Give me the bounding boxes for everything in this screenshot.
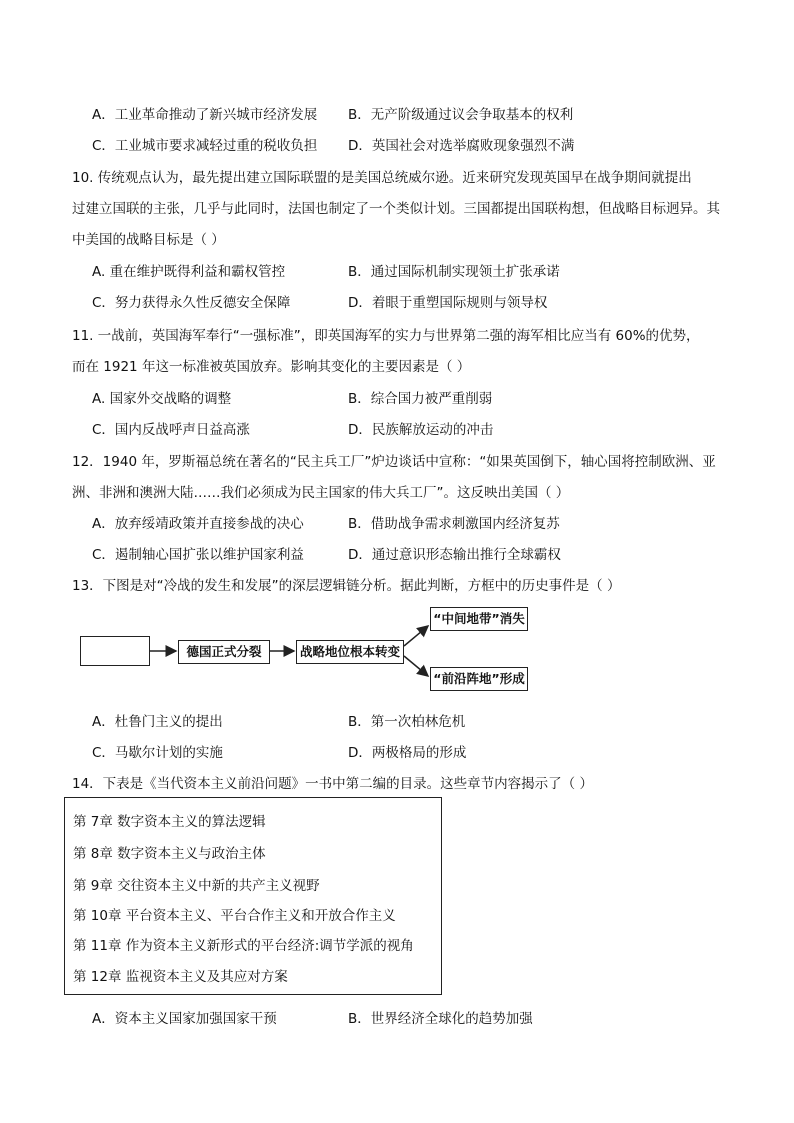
- q13-option-d[interactable]: D．两极格局的形成: [348, 745, 467, 761]
- strategic-shift-box: 战略地位根本转变: [296, 640, 404, 664]
- q11-option-d[interactable]: D．民族解放运动的冲击: [348, 422, 494, 438]
- q10-stem-line-1: 10. 传统观点认为，最先提出建立国际联盟的是美国总统威尔逊。近来研究发现英国早在战争期间就提出: [72, 170, 692, 186]
- q14-option-b[interactable]: B．世界经济全球化的趋势加强: [348, 1011, 533, 1027]
- q12-stem-line-2: 洲、非洲和澳洲大陆……我们必须成为民主国家的伟大兵工厂”。这反映出美国（ ）: [72, 485, 570, 501]
- arrow-strategy-to-middle: [404, 626, 428, 646]
- q12-option-c[interactable]: C．遏制轴心国扩张以维护国家利益: [92, 547, 304, 563]
- q12-option-b[interactable]: B．借助战争需求刺激国内经济复苏: [348, 516, 560, 532]
- q13-option-b[interactable]: B．第一次柏林危机: [348, 714, 466, 730]
- toc-chapter-8: 第 8章 数字资本主义与政治主体: [73, 846, 266, 862]
- toc-chapter-10: 第 10章 平台资本主义、平台合作主义和开放合作主义: [73, 908, 396, 924]
- toc-chapter-11: 第 11章 作为资本主义新形式的平台经济:调节学派的视角: [73, 938, 414, 954]
- q9-option-d[interactable]: D．英国社会对选举腐败现象强烈不满: [348, 138, 575, 154]
- q11-stem-line-2: 而在 1921 年这一标准被英国放弃。影响其变化的主要因素是（ ）: [72, 359, 471, 375]
- toc-chapter-12: 第 12章 监视资本主义及其应对方案: [73, 969, 288, 985]
- middle-zone-box: “中间地带”消失: [430, 607, 528, 631]
- q10-option-c[interactable]: C．努力获得永久性反德安全保障: [92, 295, 291, 311]
- q9-option-b[interactable]: B．无产阶级通过议会争取基本的权利: [348, 107, 574, 123]
- q14-stem-line-1: 14．下表是《当代资本主义前沿问题》一书中第二编的目录。这些章节内容揭示了（ ）: [72, 776, 593, 792]
- q12-stem-line-1: 12．1940 年，罗斯福总统在著名的“民主兵工厂”炉边谈话中宣称：“如果英国倒下，轴心国将控制欧洲、亚: [72, 454, 716, 470]
- q10-option-b[interactable]: B．通过国际机制实现领土扩张承诺: [348, 264, 560, 280]
- q11-option-c[interactable]: C．国内反战呼声日益高涨: [92, 422, 250, 438]
- q9-option-a[interactable]: A．工业革命推动了新兴城市经济发展: [92, 107, 318, 123]
- q14-option-a[interactable]: A．资本主义国家加强国家干预: [92, 1011, 277, 1027]
- q10-stem-line-3: 中美国的战略目标是（ ）: [72, 232, 225, 248]
- toc-chapter-9: 第 9章 交往资本主义中新的共产主义视野: [73, 878, 320, 894]
- q10-option-a[interactable]: A. 重在维护既得利益和霸权管控: [92, 264, 286, 280]
- q9-option-c[interactable]: C．工业城市要求减轻过重的税收负担: [92, 138, 318, 154]
- q14-option-row-1: [92, 1007, 732, 1027]
- q13-option-row-2: [92, 741, 732, 761]
- q13-stem-line-1: 13．下图是对“冷战的发生和发展”的深层逻辑链分析。据此判断，方框中的历史事件是（ ）: [72, 578, 621, 594]
- q11-stem-line-1: 11. 一战前，英国海军奉行“一强标准”，即英国海军的实力与世界第二强的海军相比应当有 60%的优势，: [72, 328, 700, 344]
- german-division-box: 德国正式分裂: [178, 640, 270, 664]
- q10-option-d[interactable]: D．着眼于重塑国际规则与领导权: [348, 295, 548, 311]
- q12-option-d[interactable]: D．通过意识形态输出推行全球霸权: [348, 547, 561, 563]
- front-position-box: “前沿阵地”形成: [430, 667, 528, 691]
- toc-chapter-7: 第 7章 数字资本主义的算法逻辑: [73, 814, 266, 830]
- q11-option-a[interactable]: A. 国家外交战略的调整: [92, 391, 232, 407]
- q13-option-c[interactable]: C．马歇尔计划的实施: [92, 745, 223, 761]
- blank-answer-box: [80, 636, 150, 666]
- arrow-strategy-to-front: [404, 656, 428, 676]
- q14-contents-table: [64, 797, 442, 995]
- q13-option-a[interactable]: A．杜鲁门主义的提出: [92, 714, 223, 730]
- q13-option-row-1: [92, 710, 732, 730]
- q11-option-b[interactable]: B．综合国力被严重削弱: [348, 391, 493, 407]
- q10-stem-line-2: 过建立国联的主张，几乎与此同时，法国也制定了一个类似计划。三国都提出国联构想，但战略目标迥异。其: [72, 201, 720, 217]
- q12-option-a[interactable]: A．放弃绥靖政策并直接参战的决心: [92, 516, 304, 532]
